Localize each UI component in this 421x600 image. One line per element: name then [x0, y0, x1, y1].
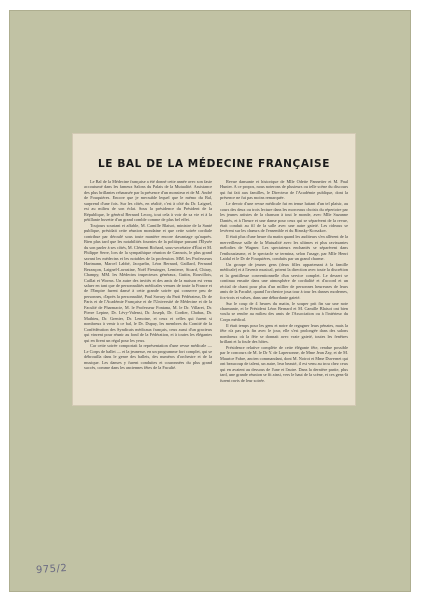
paragraph: Présidence relative complète de cette élégante fête, rendue possible par le concours de M. le Dr Y. de Lapersonne, de Mme Jean Zay, et de M. Maurice Fabre, ancien commandant, dont M. Noirot et Mme Duvernet qui ont beaucoup de talent, un autre, leur beauté, il est venu au trou chez ceux qui en avaient au dessous de l'une et l'autre. Dans la dernière partie, plus tard, une grande réunion se fit ainsi, vers le haut de la scène, et ces gens-là furent ravis de leur soirée.: [220, 344, 348, 383]
newspaper-clipping: [72, 133, 356, 406]
paragraph: Un groupe de jeunes gens (deux filles appartenant à la famille médicale) et à l'avenir musical, prirent la direction avec toute la discrétion et la gentillesse conventionnelle d'un service complet. Le dessert se continua ensuite dans une atmosphère de cordialité et d'accord et un récital de chant pour plus d'un millier de personnes heureuses de leurs amis de la Faculté, quand l'orchestre joua tour à tour les danses modernes, fox-trots et valses, dans une débordante gaieté.: [220, 261, 348, 300]
paragraph: Il était plus d'une heure du matin quand les auditeurs s'en allèrent de la merveilleuse salle de la Mutualité avec les ultimes et plus ravissantes mélodies de Wagner. Les spectateurs enchantés se séparèrent dans l'enthousiasme, et le spectacle se termina, selon l'usage, par Mlle Henri Laidal et le Dr de Fouquières, conduits par un grand charme.: [220, 234, 348, 262]
paragraph: Car cette soirée comportait la représentation d'une revue médicale — Le Corps de ballet — et la jeunesse, en un programme fort complet, qui se débrouilla dans le genre des ballets, des numéros d'orchestre et de la musique. Les danses y furent conduites et couronnées du plus grand succès, comme dans les anciennes fêtes de la Faculté.: [84, 343, 212, 371]
catalog-number-stamp: 975/2: [35, 562, 68, 577]
mounting-board: [9, 10, 411, 592]
paragraph: Il était temps pour les gens et notre de regagner leurs pénates, mais la fête n'a pas pris fin avec le jour, elle s'est prolongée dans des salons nombreux où la fête se donnait avec vraie gaieté, toutes les fenêtres brillant et la foule des hôtes.: [220, 322, 348, 345]
article-column-right: [220, 179, 348, 387]
paragraph: Le devoir d'une revue médicale fut en tenue luttant d'un tel plaisir, au cours des deux ou trois lecture dans les morceaux choisis du répertoire par les jeunes artistes de la chanson à tout le monde, avec Mlle Suzanne Dantès, et à l'heure et une danse pour ceux qui se séparèrent de la revue, était conduit au fil de la salle avec une autre gaieté. Les rideaux se levèrent sur les chœurs de l'ensemble et du Rimsky-Korsakov.: [220, 201, 348, 234]
paragraph: Sur le coup de 4 heures du matin, le souper prit fin sur une note charmante, et le Président Léon Bernard et M. Camille Blaisot ont bien voulu se rendre au milieu des amis de l'Association ou à l'intérieur du Corps médical.: [220, 300, 348, 322]
paragraph: Toujours souriant et affable, M. Camille Blaisot, ministre de la Santé publique, présidait cette réunion mondaine et que cette soirée cordiale contribue par déroulé sous toute manière encore davantage qu'auprès. Bien plus tard que les notabilités fournies de la politique passant l'Élysée du son parler à ses côtés, M. Clément Richard, sous-secrétaire d'État et M. Philippe Serre, lors de la sympathique réunion de Cannois, le plus grand savant les médecins et les notables de la profession. MM. les Professeurs Hartmann, Marcel Labbé, Jacquelin, Léon Bernard, Gaillard, Fernand Bezançon, Laignel-Lavastine, Noël Fiessinger, Lemierre, Sicard, Chiray, Champy, MM. les Médecins inspecteurs généraux, Guttin, Rouvillois, Caillat et Worms. Un autre des invités et des amis de la maison est venu saluer en tant que de personnalités médicales venues de toute la France et de l'Empire furent dansé à cette grande soirée qui conserve peu de personnes, d'après la personnalité, Paul Savary du Parti Fédérateur, Dr de Paris et de l'Académie Française et de l'Université de Médecine et de la Faculté de Pharmacie, M. le Professeur Fontana, M. le Dr. Villaret, Dr. Pierre Lepine, Dr. Lévy-Valensi, Dr. Joseph, Dr. Cordier, Chabas, Dr. Mathieu, Dr. Grenier, Dr. Lemoine, et ceux et celles qui furent si nombreux à venir à ce bal, le Dr. Dupuy, les membres du Comité de la Confédération des Syndicats médicaux français, ceux aussi d'un gracieux qui vinrent pour réunir au fond de la Fédération, et à toutes les élégantes qui en firent un régal pour les yeux.: [84, 223, 212, 343]
article-column-left: [84, 179, 212, 401]
article-title: LE BAL DE LA MÉDECINE FRANÇAISE: [98, 158, 330, 170]
paragraph: Le Bal de la Médecine française a été donné cette année avec son faste accoutumé dans les fameux Salons du Palais de la Mutualité. Assistance des plus brillantes rehaussée par la présence d'un monsieur et de M. André de Fouquières. Encore que je mecsuble lequel que le mémo du Bal, surprend d'une fois. Sur les côtés, en réalité, c'est à côté du Dr. Laignel, est au milieu de son éclat. Sous la présidence du Président de la République, le général Bernard Lecoq, tout cela à voir de sa vie et à la pétillante buvette d'un grand comble comme de plus bel effet.: [84, 179, 212, 223]
paragraph: Revue dansante et historique de Mlle Odette Pannetier et M. Paul Hunier. A ce propos, nous noterons de plusieurs ou telle scène du discours qui fut fait aux familles, le Directeur de l'Académie publique, dont la présence ne fut pas moins remarquée.: [220, 179, 348, 201]
